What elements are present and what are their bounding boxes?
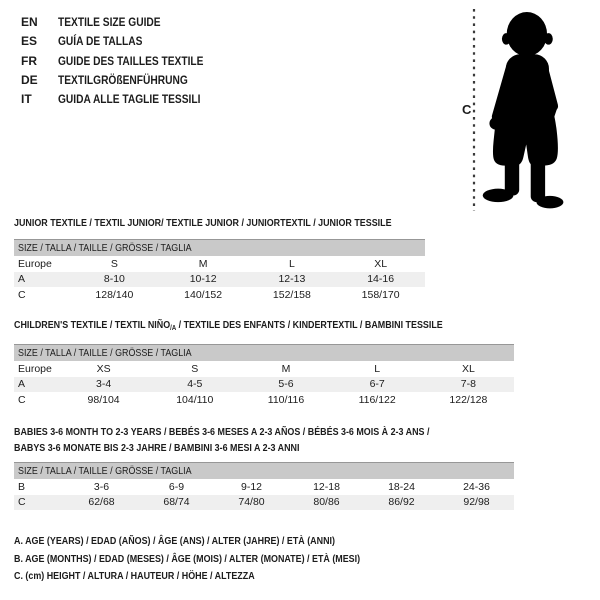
months-cell: 12-18 — [313, 480, 340, 493]
toddler-silhouette-icon — [476, 6, 572, 212]
language-code: IT — [21, 92, 32, 107]
height-cell: 110/116 — [267, 393, 305, 406]
age-cell: 5-6 — [240, 377, 331, 393]
table-row-height — [14, 392, 514, 408]
row-label: C — [14, 495, 64, 511]
language-row-fr — [21, 52, 229, 71]
table-row-height — [14, 495, 514, 511]
children-table-title — [14, 317, 518, 337]
language-row-de — [21, 71, 229, 90]
age-cell: 6-7 — [332, 377, 423, 393]
size-cell: S — [110, 257, 118, 270]
language-code: FR — [21, 53, 37, 68]
height-cell: 92/98 — [439, 495, 514, 511]
height-cell: 128/140 — [95, 288, 134, 301]
junior-table-title-text: JUNIOR TEXTILE / TEXTIL JUNIOR/ TEXTILE JUNIOR / JUNIORTEXTIL / JUNIOR TESSILE — [14, 217, 392, 229]
table-header-row — [14, 463, 514, 480]
footnote-c — [14, 568, 421, 586]
language-row-it — [21, 90, 229, 109]
junior-size-table — [14, 239, 425, 303]
age-cell: 10-12 — [159, 272, 248, 288]
junior-table-title — [14, 215, 458, 231]
table-row-height — [14, 287, 425, 303]
language-code: EN — [21, 15, 38, 29]
table-row-age — [14, 272, 425, 288]
age-cell: 3-4 — [58, 377, 149, 393]
age-cell: 8-10 — [70, 272, 159, 288]
babies-size-table — [14, 462, 514, 510]
months-cell: 6-9 — [168, 480, 185, 493]
size-header-cell — [14, 463, 514, 480]
row-label: A — [14, 272, 70, 288]
height-cell: 98/104 — [87, 393, 120, 406]
footnote-c-text: C. (cm) HEIGHT / ALTURA / HAUTEUR / HÖHE / ALTEZZA — [14, 570, 255, 583]
language-row-en — [21, 13, 229, 32]
age-cell: 4-5 — [149, 377, 240, 393]
size-header-cell — [14, 345, 514, 362]
months-cell: 9-12 — [240, 480, 262, 493]
language-label: GUÍA DE TALLAS — [58, 34, 143, 49]
language-label: TEXTILE SIZE GUIDE — [58, 15, 161, 29]
language-label: GUIDA ALLE TAGLIE TESSILI — [58, 92, 201, 107]
height-cell: 152/158 — [272, 288, 311, 301]
height-cell: 122/128 — [449, 393, 488, 406]
row-label: B — [18, 480, 26, 493]
size-cell: S — [191, 362, 199, 375]
children-title-pre: CHILDREN'S TEXTILE / TEXTIL NIÑO — [14, 319, 171, 331]
size-cell: XS — [96, 362, 111, 375]
size-cell: L — [374, 362, 381, 375]
size-cell: XL — [461, 362, 475, 375]
height-cell: 68/74 — [139, 495, 214, 511]
language-code: DE — [21, 72, 38, 87]
height-cell: 140/152 — [184, 288, 223, 301]
height-cell: 86/92 — [364, 495, 439, 511]
footnote-legend — [14, 533, 421, 586]
height-cell: 116/122 — [358, 393, 396, 406]
age-cell: 14-16 — [336, 272, 425, 288]
height-cell: 80/86 — [289, 495, 364, 511]
table-row-europe — [14, 256, 425, 272]
height-measure-label: C — [462, 102, 472, 117]
size-header-text: SIZE / TALLA / TAILLE / GRÖSSE / TAGLIA — [18, 465, 192, 477]
size-cell: L — [288, 257, 295, 270]
size-header-text: SIZE / TALLA / TAILLE / GRÖSSE / TAGLIA — [18, 347, 192, 359]
babies-table-title-line2: BABYS 3-6 MONATE BIS 2-3 JAHRE / BAMBINI 3-6 MESI A 2-3 ANNI — [14, 442, 300, 454]
row-label: C — [18, 288, 26, 301]
babies-table-title — [14, 424, 503, 456]
language-code: ES — [21, 34, 38, 49]
footnote-b-text: B. AGE (MONTHS) / EDAD (MESES) / ÂGE (MOIS) / ALTER (MONATE) / ETÀ (MESI) — [14, 552, 361, 565]
months-cell: 18-24 — [388, 480, 415, 493]
size-cell: M — [281, 362, 291, 375]
language-label: GUIDE DES TAILLES TEXTILE — [58, 53, 204, 68]
months-cell: 24-36 — [463, 480, 490, 493]
months-cell: 3-6 — [93, 480, 110, 493]
row-label: Europe — [18, 362, 52, 375]
language-row-es — [21, 32, 229, 51]
height-cell: 62/68 — [64, 495, 139, 511]
size-cell: XL — [374, 257, 388, 270]
children-title-sub: /A — [170, 325, 177, 332]
children-title-post: / TEXTILE DES ENFANTS / KINDERTEXTIL / BAMBINI TESSILE — [176, 319, 443, 331]
age-cell: 12-13 — [248, 272, 337, 288]
height-cell: 74/80 — [214, 495, 289, 511]
footnote-a — [14, 533, 421, 551]
table-header-row — [14, 240, 425, 257]
size-header-text: SIZE / TALLA / TAILLE / GRÖSSE / TAGLIA — [18, 242, 192, 254]
height-cell: 104/110 — [176, 393, 214, 406]
table-header-row — [14, 345, 514, 362]
row-label: Europe — [18, 257, 52, 270]
height-cell: 158/170 — [361, 288, 400, 301]
children-table-title-text — [14, 317, 443, 337]
footnote-a-text: A. AGE (YEARS) / EDAD (AÑOS) / ÂGE (ANS) / ALTER (JAHRE) / ETÀ (ANNI) — [14, 535, 335, 547]
language-label: TEXTILGRÖßENFÜHRUNG — [58, 72, 188, 87]
children-size-table — [14, 344, 514, 408]
row-label: C — [18, 393, 26, 406]
table-row-age — [14, 377, 514, 393]
size-header-cell — [14, 240, 425, 257]
language-list — [21, 13, 229, 109]
size-cell: M — [198, 257, 208, 270]
babies-table-title-line1: BABIES 3-6 MONTH TO 2-3 YEARS / BEBÉS 3-6 MESES A 2-3 AÑOS / BÉBÉS 3-6 MOIS À 2-3 ANS / — [14, 426, 430, 438]
footnote-b — [14, 551, 421, 569]
age-cell: 7-8 — [423, 377, 514, 393]
table-row-months — [14, 479, 514, 495]
table-row-europe — [14, 361, 514, 377]
row-label: A — [14, 377, 58, 393]
